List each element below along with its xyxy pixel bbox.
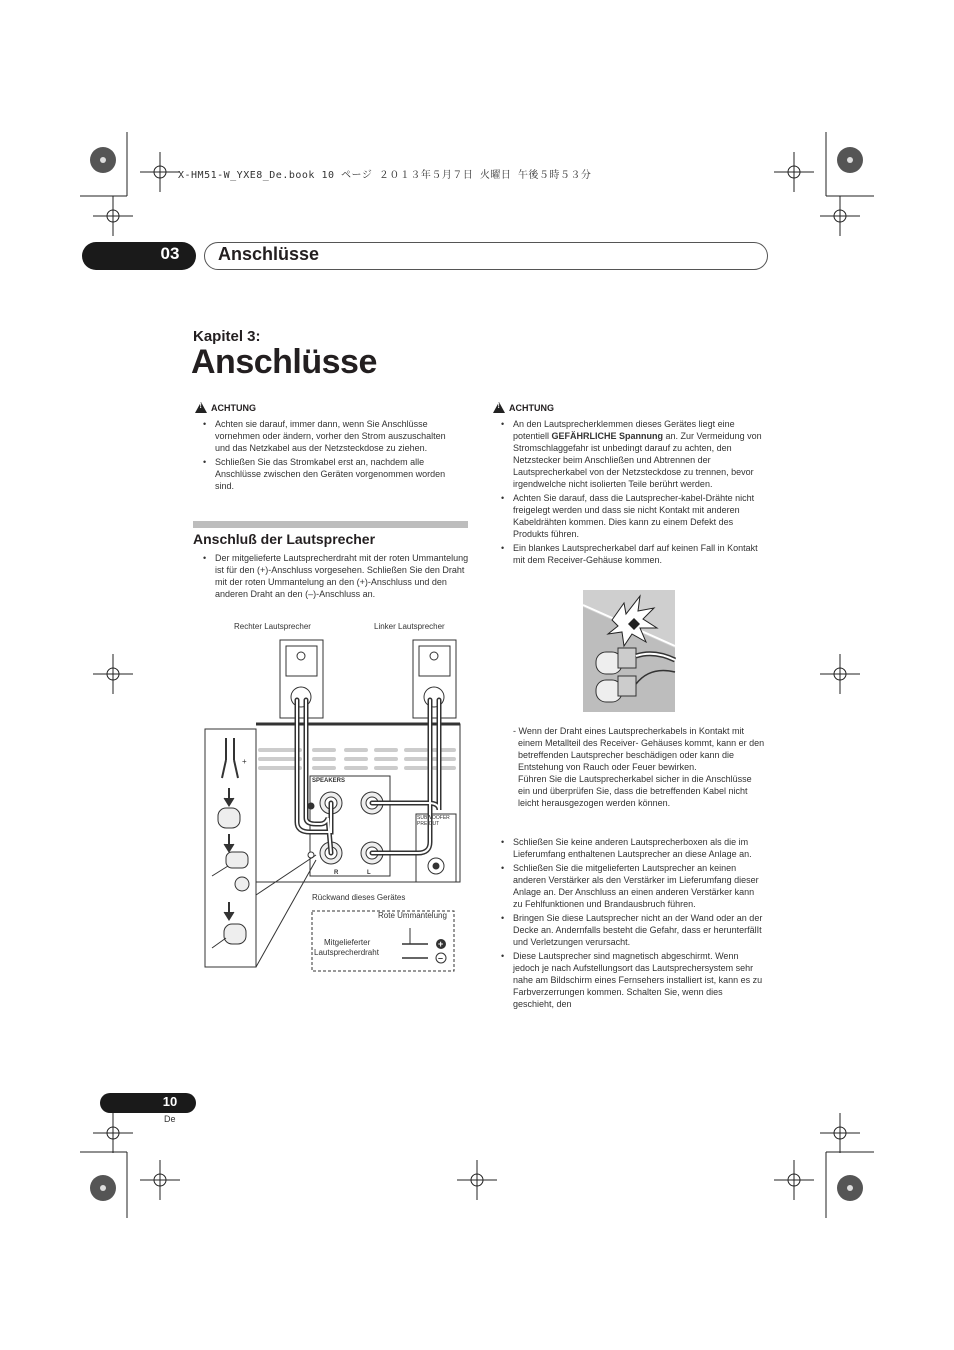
list-item: • Ein blankes Lautsprecherkabel darf auf keinen Fall in Kontakt mit dem Receiver-Gehäuse kommen. [499,542,765,566]
svg-text:+: + [438,939,444,949]
dash-note-line1: - Wenn der Draht eines Lautsprecherkabels in Kontakt mit einem Metallteil des Receiver- Gehäuses kommt, kann er den betreffenden Lautsprecher beschädigen oder kann die Entstehung von Rauch oder Feuer bewirken. [513,726,765,772]
list-item: • Schließen Sie keine anderen Lautsprecherboxen als die im Lieferumfang enthaltenen Lautsprecher an diese Anlage an. [499,836,765,860]
dangerous-voltage-text: GEFÄHRLICHE Spannung [551,431,664,441]
list-item: • Der mitgelieferte Lautsprecherdraht mit der roten Ummantelung ist für den (+)-Anschluss vorgesehen. Schließen Sie den Draht mit der roten Ummantelung an den (+)-Anschluss und den anderen Draht an den (–)-Anschluss an. [201,552,469,600]
svg-text:–: – [438,953,444,963]
left-speaker-label: Linker Lautsprecher [374,622,445,631]
item-text: An den Lautsprecherklemmen dieses Gerätes liegt eine potentiell [513,419,735,441]
speakers-panel-label: SPEAKERS [312,778,346,784]
chapter-number: 03 [160,244,180,263]
item-text: an. Zur Vermeidung von Stromschlaggefahr ist unbedingt darauf zu achten, den Netzstecker beim Anschließen und Abtrennen der Lautsprecherkabel von der Netzsteckdose zu trennen, bevor irgendwelche nicht isolierten Teile berührt werden. [513,431,762,489]
list-item: • Diese Lautsprecher sind magnetisch abgeschirmt. Wenn jedoch je nach Aufstellungsort das Lautsprechersystem sehr nahe am Bildschirm eines Fernsehers installiert ist, kann es zu Farbverzerrungen kommen. Schalten Sie, wenn dies geschieht, den [499,950,765,1010]
right-speaker-label: Rechter Lautsprecher [234,622,311,631]
left-caution-label: ACHTUNG [211,402,256,413]
r-label: R [334,870,339,876]
list-item: • Schließen Sie das Stromkabel erst an, nachdem alle Anschlüsse zwischen den Geräten vorgenommen worden sind. [201,456,463,492]
list-item: • Achten sie darauf, immer dann, wenn Sie Anschlüsse vornehmen oder ändern, vorher den Strom auszuschalten und das Netzkabel aus der Netzsteckdose zu ziehen. [201,418,463,454]
red-sheath-label: Rote Ummantelung [378,911,447,920]
list-item: • Achten Sie darauf, dass die Lautsprecher-kabel-Drähte nicht freigelegt werden und dass sie nicht Kontakt mit anderen Kabeldrähten kommen. Dies kann zu einem Defekt des Produkts führen. [499,492,765,540]
right-bullet-list [499,836,765,1012]
page-title: Anschlüsse [191,343,377,381]
list-item: • Bringen Sie diese Lautsprecher nicht an der Wand oder an der Decke an. Andernfalls besteht die Gefahr, dass er herunterfälIt und Verletzungen verursacht. [499,912,765,948]
supplied-wire-label-2: Lautsprecherdraht [314,948,379,957]
print-header: X-HM51-W_YXE8_De.book 10 ページ ２０１３年５月７日 火曜日 午後５時５３分 [178,170,592,181]
speaker-section-heading: Anschluß der Lautsprecher [193,531,376,547]
kapitel-label: Kapitel 3: [193,328,261,345]
chapter-title: Anschlüsse [218,244,320,264]
right-caution-label: ACHTUNG [509,402,554,413]
supplied-wire-label-1: Mitgelieferter [324,938,371,947]
page-number: 10 [162,1094,178,1109]
dash-note [513,725,765,809]
subwoofer-label: SUBWOOFER PRE OUT [417,815,450,827]
plus-label: + [242,757,247,766]
list-item: • Schließen Sie die mitgelieferten Lautsprecher an keinen anderen Verstärker als den Verstärker im Lieferumfang dieser Anlage an. Der Anschluss an einen anderen Verstärker kann zu Fehlfunktionen und Brandausbruch führen. [499,862,765,910]
l-label: L [367,870,371,876]
rear-panel-label: Rückwand dieses Gerätes [312,893,406,902]
dash-note-line2: Führen Sie die Lautsprecherkabel sicher in die Anschlüsse ein und überprüfen Sie, dass die betreffenden Kabel nicht leicht herausgezogen werden können. [518,774,752,808]
page-language: De [164,1114,176,1124]
